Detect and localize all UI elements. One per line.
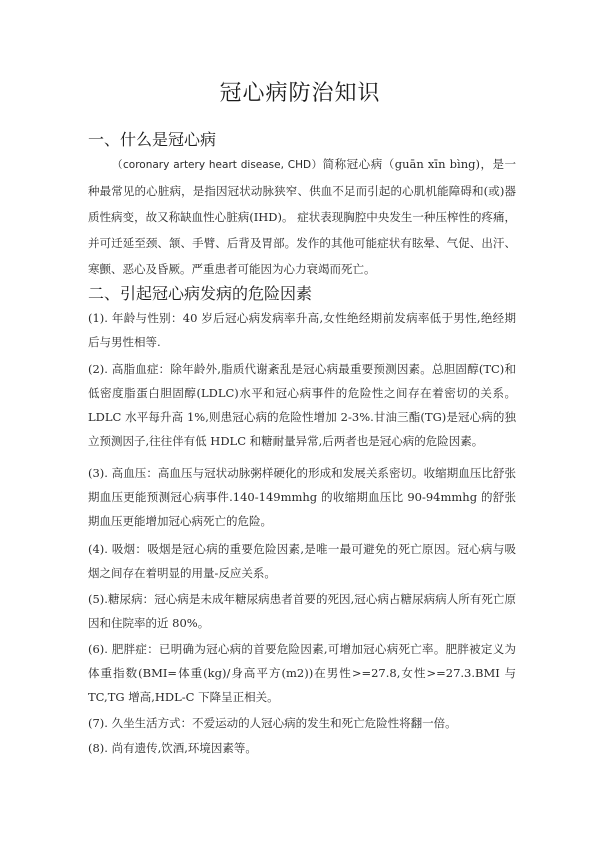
risk-item-obesity: (6). 肥胖症：已明确为冠心病的首要危险因素,可增加冠心病死亡率。肥胖被定义为体重指数(BMI=体重(kg)/身高平方(m2))在男性>=27.8,女性>=27.3.BMI 与 TC,TG 增高,HDL-C 下降呈正相关。 [88, 642, 516, 704]
section-heading-what-is-chd: 一、什么是冠心病 [88, 130, 217, 149]
risk-item-diabetes: (5).糖尿病：冠心病是未成年糖尿病患者首要的死因,冠心病占糖尿病病人所有死亡原因和住院率的近 80%。 [88, 592, 516, 630]
risk-item-age-gender: (1). 年龄与性别：40 岁后冠心病发病率升高,女性绝经期前发病率低于男性,绝经期后与男性相等. [88, 311, 516, 349]
risk-item-hyperlipidemia: (2). 高脂血症：除年龄外,脂质代谢紊乱是冠心病最重要预测因素。总胆固醇(TC)和低密度脂蛋白胆固醇(LDLC)水平和冠心病事件的危险性之间存在着密切的关系。LDLC 水平每升高 1%,则患冠心病的危险性增加 2-3%.甘油三酯(TG)是冠心病的独立预测因子,往往伴有低 HDLC 和糖耐量异常,后两者也是冠心病的危险因素。 [88, 362, 516, 448]
risk-item-smoking: (4). 吸烟：吸烟是冠心病的重要危险因素,是唯一最可避免的死亡原因。冠心病与吸烟之间存在着明显的用量-反应关系。 [88, 542, 516, 580]
section-heading-risk-factors: 二、引起冠心病发病的危险因素 [88, 284, 313, 303]
section1-paragraph [88, 151, 516, 282]
section1-paragraph-body: 简称冠心病（guān xīn bìng)，是一种最常见的心脏病，是指因冠状动脉狭窄、供血不足而引起的心肌机能障碍和(或)器质性病变，故又称缺血性心脏病(IHD)。 症状表现胸腔中央发生一种压榨性的疼痛，并可迁延至颈、颔、手臂、后背及胃部。发作的其他可能症状有眩晕、气促、出汗、寒颤、恶心及昏厥。严重患者可能因为心力衰竭而死亡。 [88, 157, 516, 276]
risk-item-hypertension: (3). 高血压：高血压与冠状动脉粥样硬化的形成和发展关系密切。收缩期血压比舒张期血压更能预测冠心病事件.140-149mmhg 的收缩期血压比 90-94mmhg 的舒张期血压更能增加冠心病死亡的危险。 [88, 466, 516, 528]
section1-paragraph-prefix: （coronary artery heart disease, CHD） [112, 159, 323, 171]
document-title: 冠心病防治知识 [219, 81, 381, 106]
risk-item-sedentary: (7). 久坐生活方式：不爱运动的人冠心病的发生和死亡危险性将翻一倍。 [88, 716, 457, 730]
risk-item-other: (8). 尚有遗传,饮酒,环境因素等。 [88, 741, 257, 755]
